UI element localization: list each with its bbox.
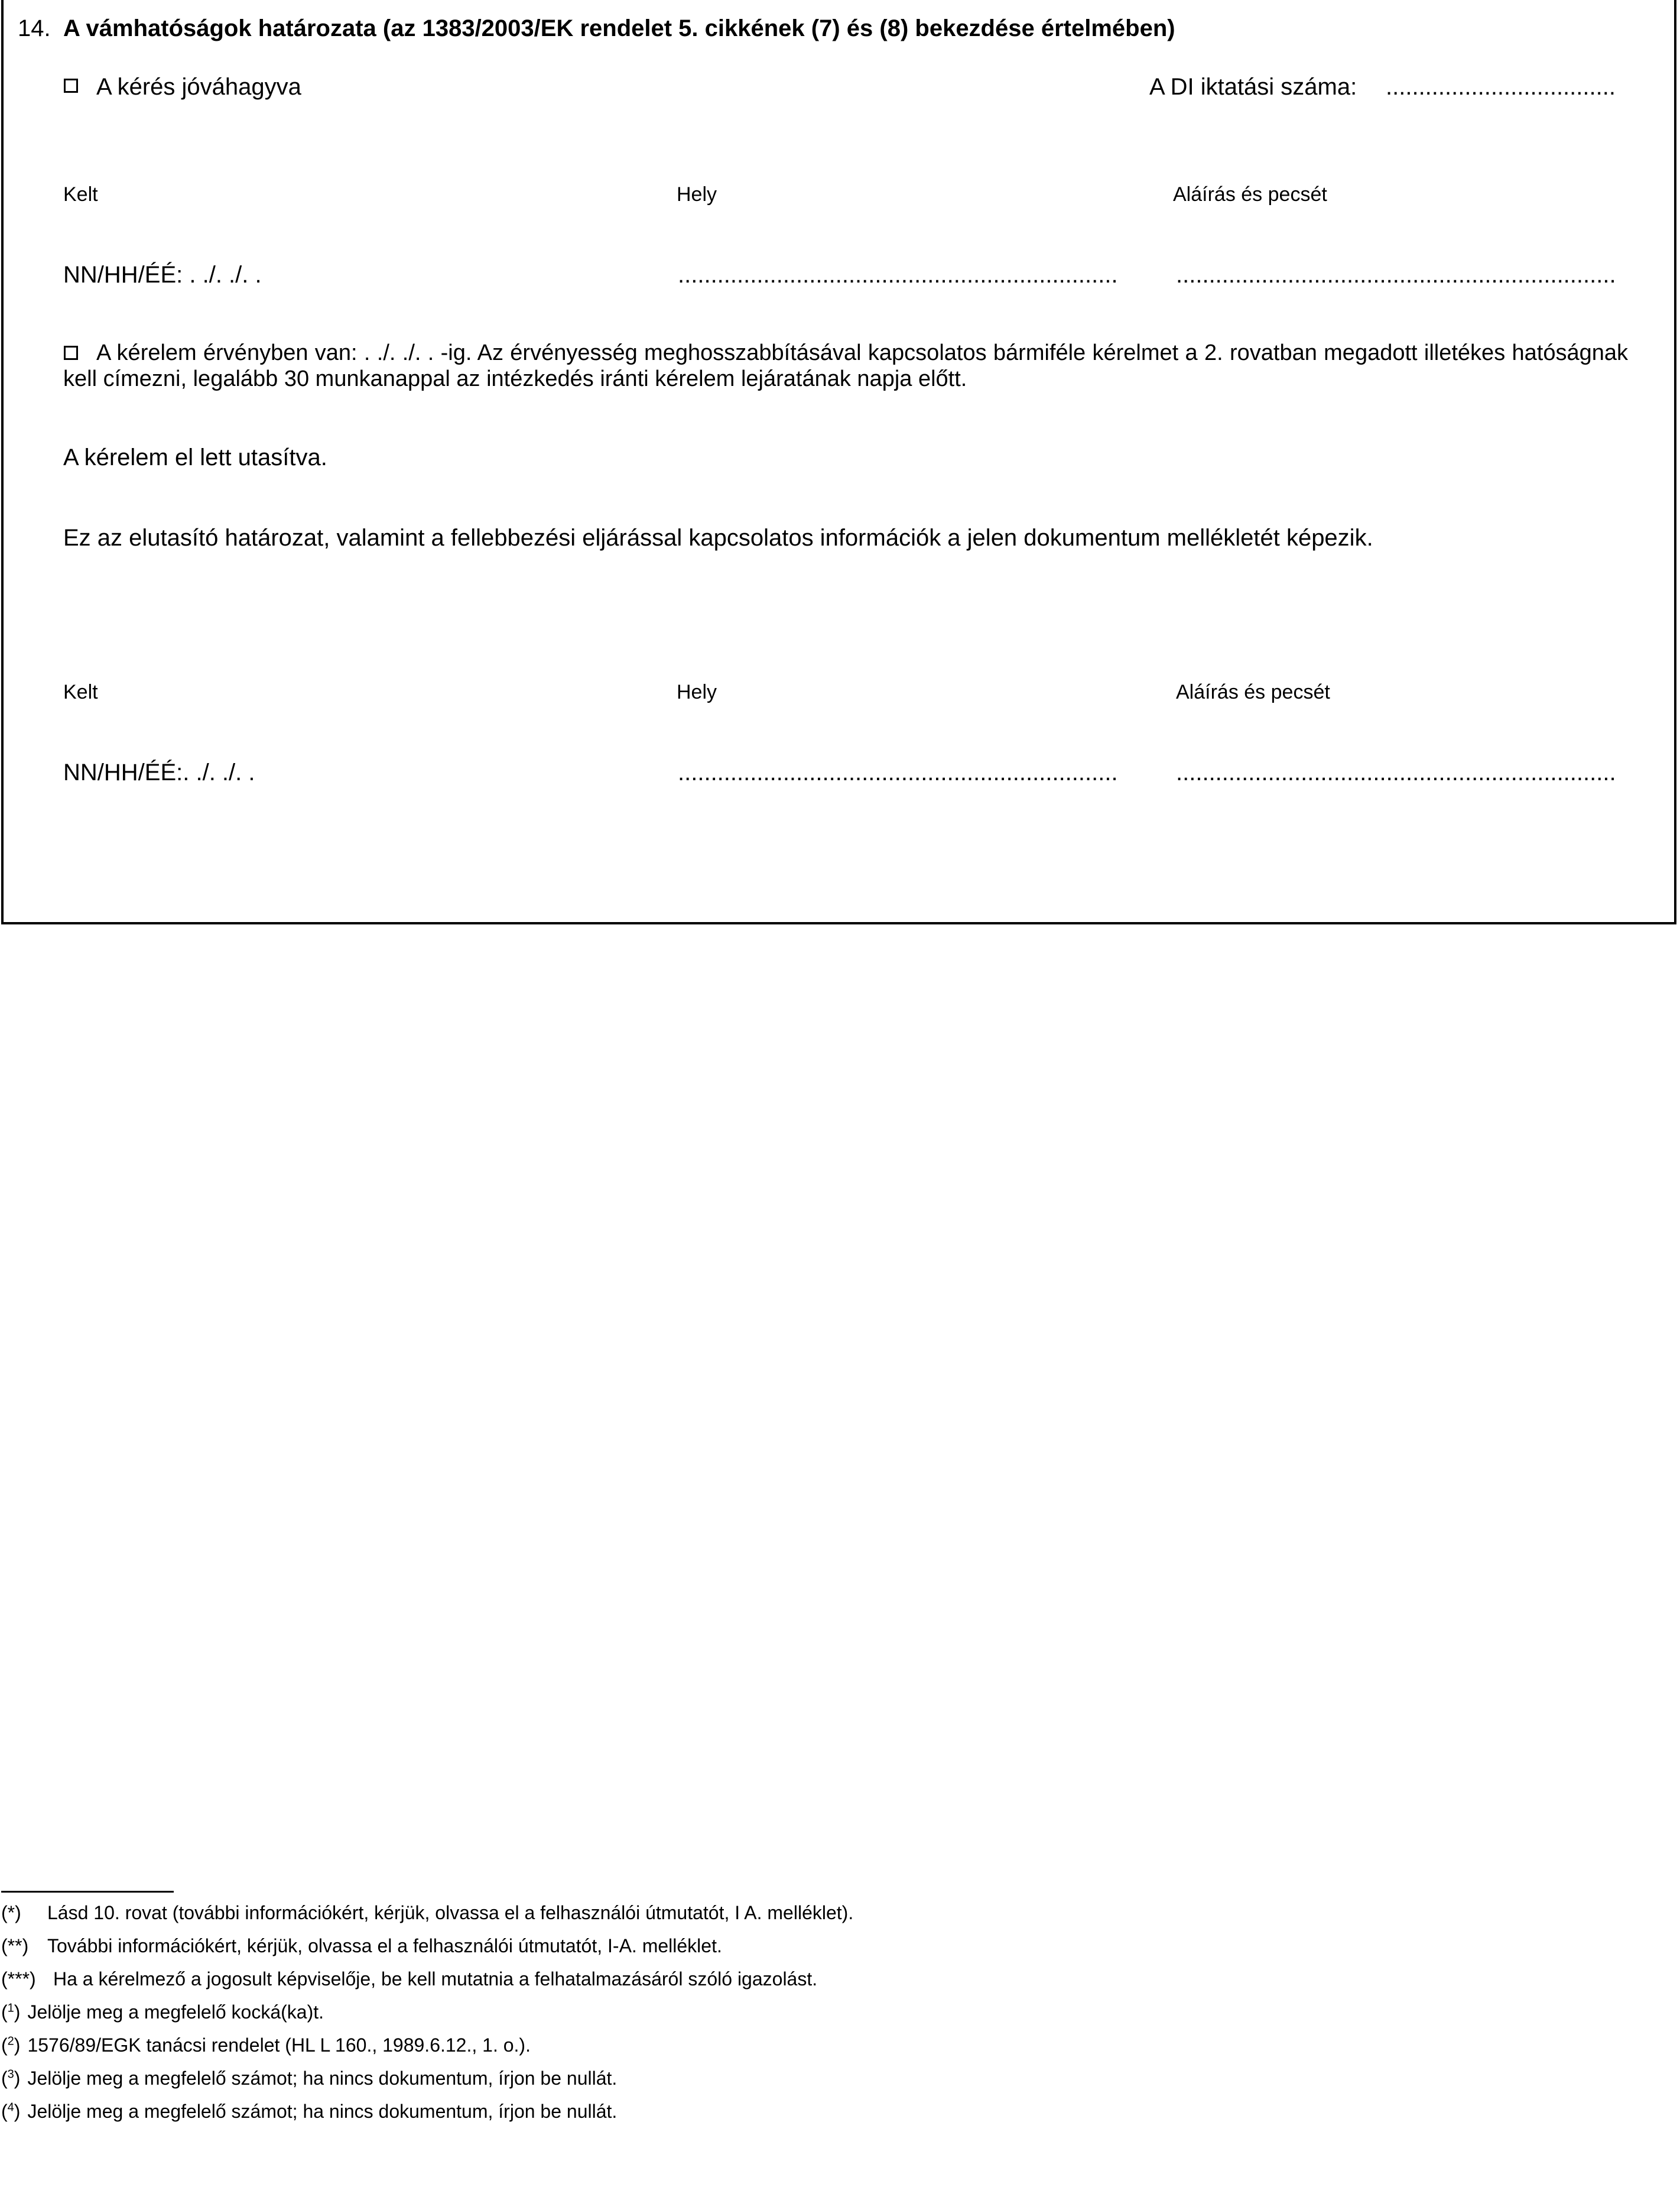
footnote-text: Lásd 10. rovat (további információkért, kérjük, olvassa el a felhasználói útmutatót, I A. melléklet).: [47, 1902, 854, 1923]
footnote-marker: (**): [1, 1935, 29, 1956]
signature-label-1: Aláírás és pecsét: [1173, 183, 1327, 206]
footnote-text: Ha a kérelmező a jogosult képviselője, be kell mutatnia a felhatalmazásáról szóló igazolást.: [53, 1968, 818, 1990]
signature-field-1[interactable]: ...................................................................: [1176, 262, 1616, 288]
hely-label-2: Hely: [677, 681, 717, 703]
validity-paragraph: A kérelem érvényben van: . ./. ./. . -ig. Az érvényesség meghosszabbításával kapcsolatos bármiféle kérelmet a 2. rovatban megadott illetékes hatóságnak kell címezni, legalább 30 munkanappal az intézkedés iránti kérelem lejáratának napja előtt.: [63, 340, 1628, 391]
di-number-field[interactable]: ...................................: [1386, 74, 1616, 100]
di-number-label: A DI iktatási száma:: [1149, 74, 1357, 100]
appeal-info-text: Ez az elutasító határozat, valamint a fellebbezési eljárással kapcsolatos információk a jelen dokumentum mellékletét képezik.: [63, 525, 1373, 551]
footnote-marker: ($^1$): [1, 2001, 21, 2023]
signature-label-2: Aláírás és pecsét: [1176, 681, 1330, 703]
footnote-separator: [1, 1891, 174, 1893]
signature-field-2[interactable]: ...................................................................: [1176, 760, 1616, 786]
footnote-text: Jelölje meg a megfelelő számot; ha nincs dokumentum, írjon be nullát.: [27, 2068, 618, 2089]
place-field-2[interactable]: ...................................................................: [678, 760, 1118, 786]
footnote-text: 1576/89/EGK tanácsi rendelet (HL L 160., 1989.6.12., 1. o.).: [27, 2034, 531, 2056]
hely-label-1: Hely: [677, 183, 717, 206]
footnote: [1, 2034, 531, 2056]
date-field-1[interactable]: NN/HH/ÉÉ: . ./. ./. .: [63, 262, 262, 288]
footnote: [1, 2068, 617, 2089]
place-field-1[interactable]: ...................................................................: [678, 262, 1118, 288]
footnote-marker: (***): [1, 1968, 36, 1990]
rejected-text: A kérelem el lett utasítva.: [63, 444, 327, 470]
kelt-label-2: Kelt: [63, 681, 98, 703]
approved-label: A kérés jóváhagyva: [96, 74, 301, 100]
footnote-marker: ($^4$): [1, 2101, 21, 2122]
footnote-text: Jelölje meg a megfelelő számot; ha nincs dokumentum, írjon be nullát.: [27, 2101, 618, 2122]
footnote-marker: ($^3$): [1, 2068, 21, 2089]
footnote-text: További információkért, kérjük, olvassa el a felhasználói útmutatót, I-A. melléklet.: [47, 1935, 722, 1956]
date-field-2[interactable]: NN/HH/ÉÉ:. ./. ./. .: [63, 760, 255, 786]
kelt-label-1: Kelt: [63, 183, 98, 206]
footnote-text: Jelölje meg a megfelelő kocká(ka)t.: [27, 2001, 324, 2023]
section-number: 14.: [18, 15, 51, 41]
approved-checkbox[interactable]: [64, 79, 78, 93]
footnote: [1, 2101, 617, 2123]
section-title: A vámhatóságok határozata (az 1383/2003/EK rendelet 5. cikkének (7) és (8) bekezdése értelmében): [63, 15, 1175, 41]
footnote-marker: (*): [1, 1902, 21, 1923]
footnote: [1, 1968, 817, 1990]
footnote: [1, 2001, 324, 2023]
footnote: [1, 1902, 853, 1924]
footnote-marker: ($^2$): [1, 2034, 21, 2056]
footnote: [1, 1935, 722, 1957]
